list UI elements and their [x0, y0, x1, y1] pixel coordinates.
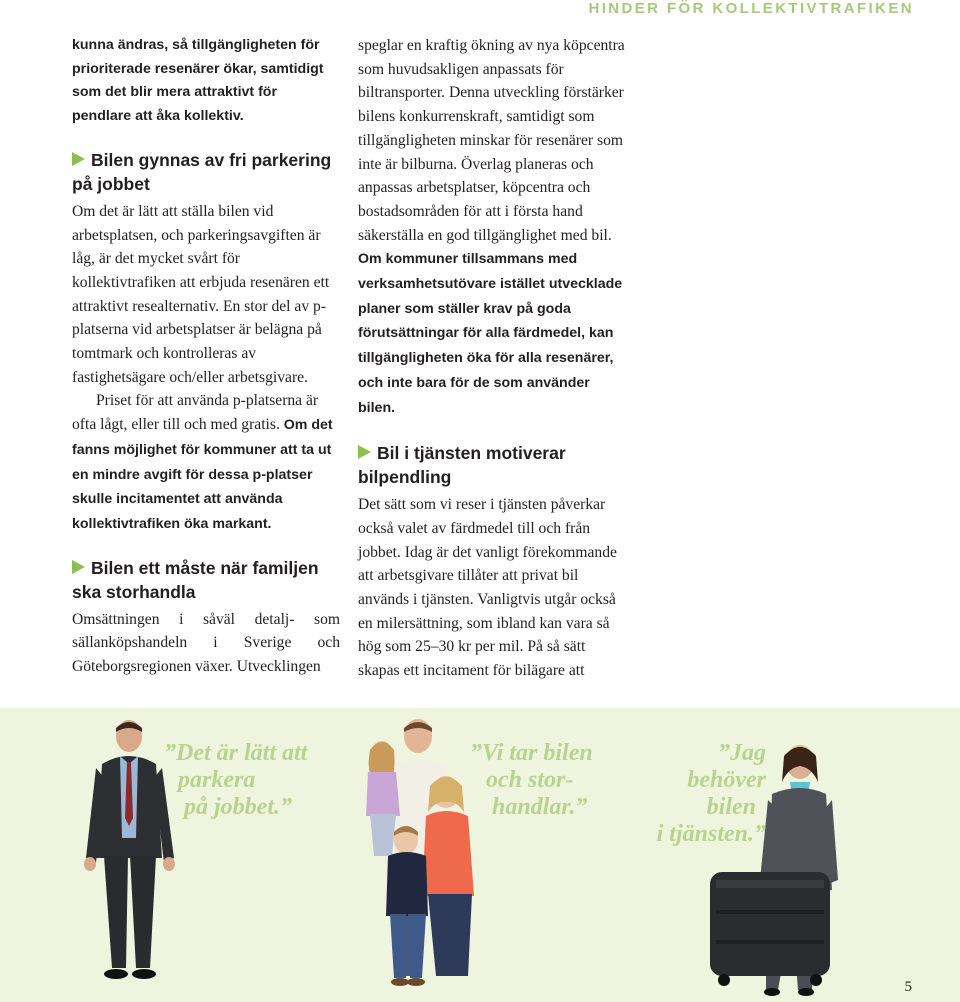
section-header: HINDER FÖR KOLLEKTIVTRAFIKEN [588, 0, 914, 17]
section-heading-service-car [358, 441, 628, 489]
heading-text: Bilen ett måste när familjen ska storhandla [72, 557, 319, 602]
triangle-arrow-icon [358, 445, 371, 459]
quote-line: ”Jag behöver [687, 740, 766, 793]
right-paragraph-1-bold: Om kommuner tillsammans med verksamhetsutövare istället utvecklade planer som ställer krav på goda förutsättningar för alla färdmedel, kan tillgängligheten öka för alla resenärer, och inte bara för de som använder bilen. [358, 251, 623, 416]
heading-text: Bilen gynnas av fri parkering på jobbet [72, 149, 332, 194]
quote-service-car [636, 740, 766, 848]
family-photo [356, 716, 486, 992]
right-paragraph-1-text: speglar en kraftig ökning av nya köpcentra som huvudsakligen anpassats för biltransporter. Denna utveckling förstärker bilens konkurrenskraft, samtidigt som tillgängligheten minskar för resenärer som inte är bilburna. Överlag planeras och anpassas arbetsplatser, köpcentra och bostadsområden för att i första hand säkerställa en god tillgänglighet med bil. [358, 37, 625, 244]
triangle-arrow-icon [72, 152, 85, 166]
right-column [358, 34, 628, 683]
triangle-arrow-icon [72, 560, 85, 574]
shopping-paragraph: Omsättningen i såväl detalj- som sällanköpshandeln i Sverige och Göteborgsregionen växer. Utvecklingen [72, 610, 340, 676]
intro-bold-paragraph: kunna ändras, så tillgängligheten för prioriterade resenärer ökar, samtidigt som det blir mera attraktivt för pendlare att åka kollektiv. [72, 37, 324, 125]
quote-line: parkera [178, 767, 256, 793]
parking-paragraph-1: Om det är lätt att ställa bilen vid arbetsplatsen, och parkeringsavgiften är låg, är det mycket svårt för kollektivtrafiken att erbjuda resenären ett attraktivt resealternativ. En stor del av p-platserna vid arbetsplatser är belägna på tomtmark och kontrolleras av fastighetsägare och/eller arbetsgivare. [72, 202, 330, 386]
parking-paragraph-2 [72, 389, 340, 536]
heading-text: Bil i tjänsten motiverar bilpendling [358, 443, 566, 488]
section-heading-parking [72, 148, 340, 196]
quote-line: ”Vi tar bilen [470, 740, 593, 766]
quote-line: handlar.” [492, 794, 588, 820]
parking-paragraph-2-text: Priset för att använda p-platserna är ofta lågt, eller till och med gratis. [72, 392, 319, 434]
quote-line: bilen [706, 794, 756, 820]
section-heading-shopping [72, 556, 340, 604]
left-column [72, 34, 340, 679]
page-number: 5 [904, 979, 912, 995]
service-car-paragraph: Det sätt som vi reser i tjänsten påverkar också valet av färdmedel till och från jobbet. Idag är det vanligt förekommande att arbetsgivare tillåter att privat bil används i tjänsten. Vanligtvis utgår också en milersättning, som ibland kan vara så hög som 25–30 kr per mil. På så sätt skapas ett incitament för bilägare att [358, 496, 617, 680]
right-paragraph-1 [358, 34, 628, 420]
quote-parking [164, 740, 334, 821]
quote-line: i tjänsten.” [656, 821, 766, 847]
quote-shopping [470, 740, 620, 821]
quote-line: ”Det är lätt att [164, 740, 308, 766]
quote-line: på jobbet.” [184, 794, 292, 820]
quote-line: och stor- [486, 767, 574, 793]
parking-paragraph-2-bold: Om det fanns möjlighet för kommuner att ta ut en mindre avgift för dessa p-platser skulle incitamentet att använda kollektivtrafiken öka markant. [72, 417, 333, 532]
